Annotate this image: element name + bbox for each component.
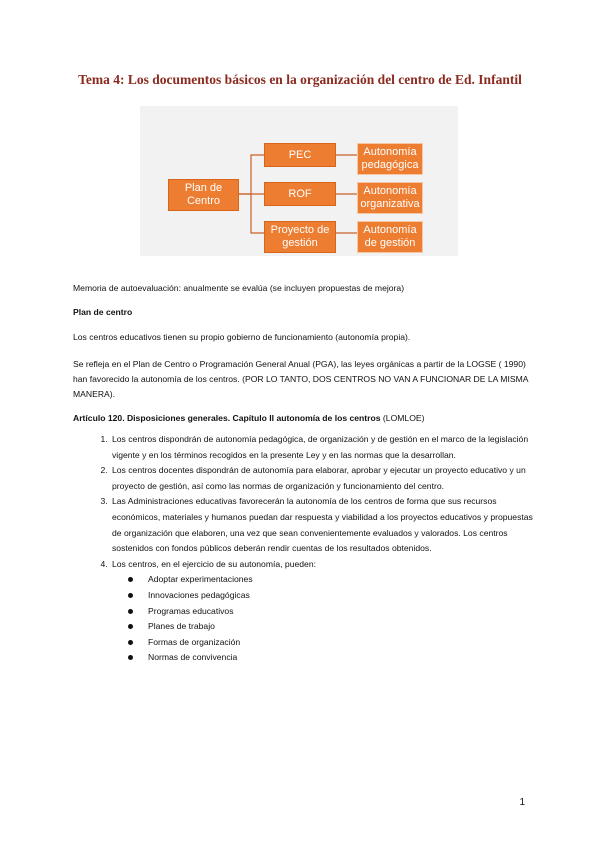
articulo-title: Artículo 120. Disposiciones generales. Capítulo II autonomía de los centros: [73, 413, 381, 423]
sublist-item: [138, 635, 540, 651]
sublist-item-text: Planes de trabajo: [148, 621, 215, 632]
rof-box: ROF: [264, 182, 336, 206]
articulo-heading: [73, 411, 530, 426]
sublist-item-text: Formas de organización: [148, 636, 241, 647]
sublist-item: [138, 588, 540, 604]
autonomia-sublist: [112, 572, 540, 666]
sublist-item-text: Adoptar experimentaciones: [148, 574, 253, 585]
list-item: 3. Las Administraciones educativas favorecerán la autonomía de los centros de forma que sus recursos económicos, materiales y humanos puedan dar respuesta y viabilidad a los proyectos educativos y propuestas de organización que elaboren, una vez que sean convenientemente evaluados y valorados. Los centros sostenidos con fondos públicos deberán rendir cuentas de los resultados obtenidos.: [110, 494, 540, 556]
proyecto-gestion-box: Proyecto de gestión: [264, 221, 336, 253]
refleja-paragraph: Se refleja en el Plan de Centro o Programación General Anual (PGA), las leyes orgánicas a partir de la LOGSE ( 1990) han favorecido la autonomía de los centros. (POR LO TANTO, DOS CENTROS NO VAN A FUNCIONAR DE LA MISMA MANERA).: [73, 359, 528, 399]
pec-box: PEC: [264, 143, 336, 167]
sublist-item-text: Normas de convivencia: [148, 652, 238, 663]
bullet-icon: [128, 609, 133, 614]
page-number: 1: [519, 797, 525, 808]
articulo-law: (LOMLOE): [380, 413, 425, 423]
sublist-item: [138, 650, 540, 666]
sublist-item: [138, 619, 540, 635]
centros-paragraph: Los centros educativos tienen su propio gobierno de funcionamiento (autonomía propia).: [73, 332, 411, 342]
list-item-text: Los centros, en el ejercicio de su autonomía, pueden:: [112, 558, 316, 569]
plan-centro-box: Plan de Centro: [168, 179, 239, 211]
sublist-item: [138, 604, 540, 620]
list-item: [110, 557, 540, 666]
bullet-icon: [128, 640, 133, 645]
autonomia-gestion-box: Autonomía de gestión: [357, 221, 423, 253]
bullet-icon: [128, 624, 133, 629]
sublist-item-text: Programas educativos: [148, 605, 234, 616]
bullet-icon: [128, 655, 133, 660]
autonomia-pedagogica-box: Autonomía pedagógica: [357, 143, 423, 175]
articulo-list: [92, 432, 540, 666]
list-item: 2. Los centros docentes dispondrán de autonomía para elaborar, aprobar y ejecutar un proyecto educativo y un proyecto de gestión, así como las normas de organización y funcionamiento del centro.: [110, 463, 540, 494]
autonomia-organizativa-box: Autonomía organizativa: [357, 182, 423, 214]
list-item: 1. Los centros dispondrán de autonomía pedagógica, de organización y de gestión en el marco de la legislación vigente y en los términos recogidos en la presente Ley y en las normas que la desarrollan.: [110, 432, 540, 463]
sublist-item-text: Innovaciones pedagógicas: [148, 589, 250, 600]
bullet-icon: [128, 593, 133, 598]
plan-centro-heading: Plan de centro: [73, 307, 133, 317]
document-title: Tema 4: Los documentos básicos en la organización del centro de Ed. Infantil: [78, 72, 522, 87]
bullet-icon: [128, 577, 133, 582]
plan-centro-diagram: [140, 106, 458, 256]
sublist-item: [138, 572, 540, 588]
memoria-paragraph: Memoria de autoevaluación: anualmente se evalúa (se incluyen propuestas de mejora): [73, 283, 405, 293]
